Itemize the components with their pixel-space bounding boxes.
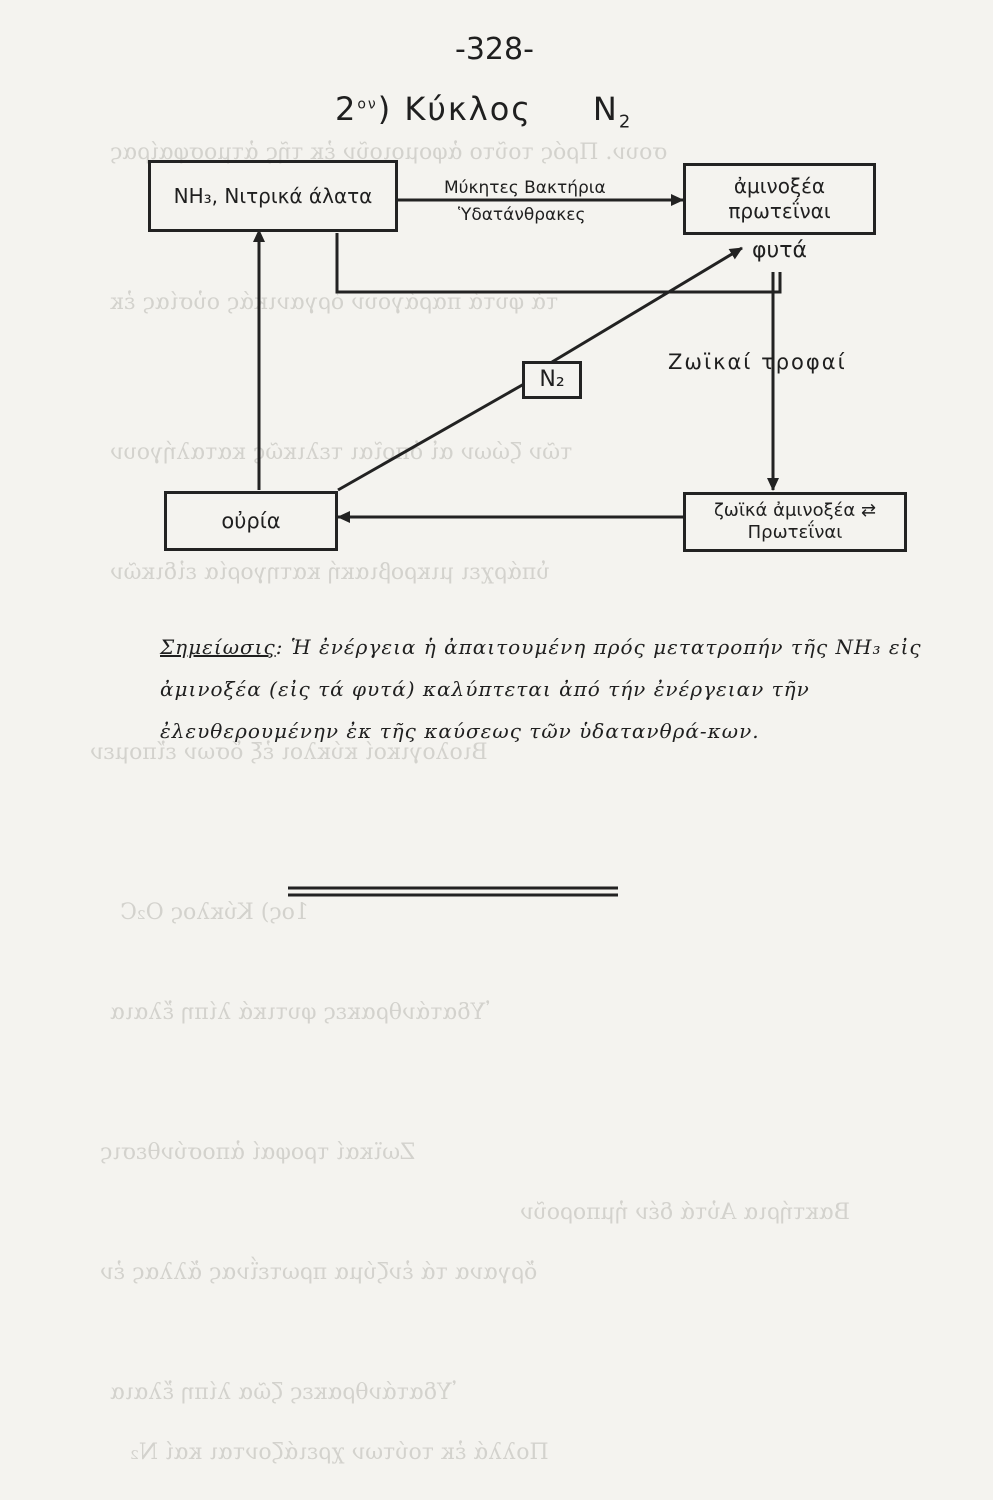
bleed-through-text: τῶν ζώων αἱ ὁποῖαι τελικῶς καταλήγουν bbox=[110, 440, 573, 465]
note-paragraph bbox=[160, 626, 950, 752]
bleed-through-text: ὄργανα τά ἐνζύμα πρωτεΐνας ἄλλας ἐν bbox=[100, 1260, 538, 1285]
box-urea: οὐρία bbox=[164, 491, 338, 551]
bleed-through-text: Πολλά ἐκ τούτων χρειάζονται καί N₂ bbox=[130, 1440, 549, 1465]
box-n2: N₂ bbox=[522, 361, 582, 399]
page-number: -328- bbox=[455, 32, 534, 67]
bleed-through-text: Ὑδατάνθρακες ζῶα λίπη ἔλαια bbox=[110, 1380, 456, 1405]
note-label: Σημείωσις bbox=[160, 635, 276, 659]
bleed-through-text: σουν. Πρός τοῦτο ἀφομοιοῦν ἐκ τῆς ἀτμοσφαίρας bbox=[110, 140, 668, 165]
double-rule-divider bbox=[0, 884, 993, 904]
bracket-amino-return bbox=[337, 233, 780, 292]
bleed-through-text: Ζωϊκαί τροφαί ἀποσύνθεσις bbox=[100, 1140, 416, 1165]
box-nh3-nitrates: NH₃, Νιτρικά άλατα bbox=[148, 160, 398, 232]
title-main: ) Κύκλος bbox=[377, 90, 533, 128]
title-prefix: 2 bbox=[335, 90, 358, 128]
label-animal-food: Ζωϊκαί τροφαί bbox=[668, 350, 847, 374]
title-sub: 2 bbox=[618, 111, 633, 133]
bleed-through-text: Ὑδατάνθρακες φυτικά λίπη ἔλαια bbox=[110, 1000, 490, 1025]
arrow-n2-to-plants bbox=[552, 248, 742, 362]
bleed-through-text: τά φυτά παράγουν ὀργανικάς οὐσίας ἐκ bbox=[110, 290, 559, 315]
line-urea-to-n2 bbox=[338, 384, 524, 490]
label-fungi-bacteria: Μύκητες Βακτήρια bbox=[444, 178, 606, 198]
title-element: N bbox=[592, 90, 619, 128]
bleed-through-text: Βακτήρια Αὐτά δέν ἠμποροῦν bbox=[520, 1200, 850, 1225]
bleed-through-text: ὑπάρχει μικροβιακή κατηγορία εἰδικῶν bbox=[110, 560, 550, 585]
bleed-through-text: 1ος) Κύκλος O₂C bbox=[120, 900, 309, 925]
bleed-through-text: Βιολογικοί κύκλοι ἐξ ὅσων εἴπομεν bbox=[90, 740, 488, 765]
label-plants: φυτά bbox=[752, 238, 807, 263]
box-amino-acids-proteins: ἀμινοξέα πρωτεΐναι bbox=[683, 163, 876, 235]
box-animal-amino-proteins: ζωϊκά ἀμινοξέα ⇄ Πρωτεΐναι bbox=[683, 492, 907, 552]
label-hydrocarbons: Ὑδατάνθρακες bbox=[458, 205, 586, 225]
note-text: : Ἡ ἐνέργεια ἡ ἀπαιτουμένη πρός μετατροπήν τῆς NH₃ εἰς ἀμινοξέα (εἰς τά φυτά) καλύπτεται ἀπό τήν ἐνέργειαν τῆν ἐλευθερουμένην ἐκ τῆς καύσεως τῶν ὑδατανθρά-κων. bbox=[160, 635, 922, 743]
title-superscript: ον bbox=[357, 96, 378, 113]
